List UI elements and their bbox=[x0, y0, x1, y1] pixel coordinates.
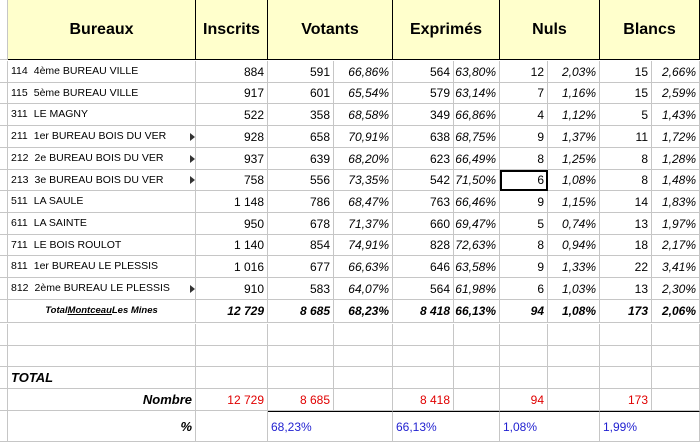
cell-exprimes[interactable]: 349 bbox=[393, 104, 454, 126]
row-margin-cell[interactable] bbox=[0, 213, 8, 235]
empty-cell[interactable] bbox=[548, 389, 600, 411]
cell-nuls-pct[interactable]: 0,94% bbox=[548, 235, 600, 256]
bureau-code: 711 bbox=[11, 238, 28, 251]
row-margin-cell[interactable] bbox=[0, 148, 8, 170]
bureau-name: 2ème BUREAU LE PLESSIS bbox=[34, 282, 170, 295]
row-margin-cell[interactable] bbox=[0, 126, 8, 148]
table-row-bureau[interactable] bbox=[8, 213, 196, 235]
cell-blancs[interactable]: 22 bbox=[600, 256, 652, 278]
empty-cell[interactable] bbox=[196, 324, 268, 346]
cell-exprimes-pct[interactable]: 66,86% bbox=[454, 104, 500, 126]
bureau-code: 114 bbox=[11, 65, 28, 78]
cell-exprimes-pct[interactable]: 63,80% bbox=[454, 61, 500, 83]
cell-blancs[interactable]: 5 bbox=[600, 104, 652, 126]
cell-inscrits[interactable]: 884 bbox=[196, 61, 268, 83]
cell-blancs-pct[interactable]: 1,48% bbox=[652, 170, 700, 191]
row-margin-cell[interactable] bbox=[0, 367, 8, 389]
empty-cell[interactable] bbox=[268, 324, 334, 346]
bureau-code: 211 bbox=[11, 130, 28, 143]
total-nuls-pct[interactable]: 1,08% bbox=[548, 300, 600, 323]
header-votants[interactable]: Votants bbox=[268, 0, 393, 60]
empty-cell[interactable] bbox=[600, 324, 652, 346]
cell-inscrits[interactable]: 950 bbox=[196, 213, 268, 235]
empty-cell[interactable] bbox=[454, 346, 500, 367]
row-margin-cell[interactable] bbox=[0, 61, 8, 83]
row-margin-cell[interactable] bbox=[0, 346, 8, 367]
cell-blancs[interactable]: 18 bbox=[600, 235, 652, 256]
cell-votants-pct[interactable]: 66,63% bbox=[334, 256, 393, 278]
cell-exprimes[interactable]: 542 bbox=[393, 170, 454, 191]
empty-cell[interactable] bbox=[8, 324, 196, 346]
cell-exprimes-pct[interactable]: 68,75% bbox=[454, 126, 500, 148]
summary-pct-exprimes[interactable]: 66,13% bbox=[393, 411, 500, 442]
cell-exprimes-pct[interactable]: 61,98% bbox=[454, 278, 500, 300]
cell-nuls-pct[interactable]: 1,33% bbox=[548, 256, 600, 278]
empty-cell[interactable] bbox=[393, 346, 454, 367]
text-overflow-arrow-icon bbox=[190, 285, 195, 293]
empty-cell[interactable] bbox=[454, 324, 500, 346]
row-margin-cell[interactable] bbox=[0, 170, 8, 191]
bureau-code: 115 bbox=[11, 86, 28, 99]
bureau-name: LA SAINTE bbox=[33, 217, 87, 230]
row-margin-cell[interactable] bbox=[0, 389, 8, 411]
cell-exprimes[interactable]: 638 bbox=[393, 126, 454, 148]
cell-votants-pct[interactable]: 66,86% bbox=[334, 61, 393, 83]
summary-pct-votants[interactable]: 68,23% bbox=[268, 411, 393, 442]
bureau-code: 611 bbox=[11, 217, 28, 230]
summary-pct-nuls[interactable]: 1,08% bbox=[500, 411, 600, 442]
selected-cell-nuls[interactable]: 6 bbox=[500, 170, 548, 191]
cell-blancs[interactable]: 13 bbox=[600, 213, 652, 235]
row-margin-cell[interactable] bbox=[0, 256, 8, 278]
empty-cell[interactable] bbox=[334, 324, 393, 346]
summary-nombre-inscrits[interactable]: 12 729 bbox=[196, 389, 268, 411]
header-exprimes[interactable]: Exprimés bbox=[393, 0, 500, 60]
cell-blancs-pct[interactable]: 2,59% bbox=[652, 83, 700, 104]
cell-inscrits[interactable]: 910 bbox=[196, 278, 268, 300]
empty-cell[interactable] bbox=[454, 389, 500, 411]
bureau-code: 212 bbox=[11, 152, 29, 165]
cell-votants[interactable]: 591 bbox=[268, 61, 334, 83]
text-overflow-arrow-icon bbox=[190, 133, 195, 141]
cell-nuls-pct[interactable]: 1,08% bbox=[548, 170, 600, 191]
empty-cell[interactable] bbox=[393, 367, 454, 389]
summary-nombre-label[interactable]: Nombre bbox=[8, 389, 196, 411]
bureau-code: 213 bbox=[11, 173, 29, 186]
row-margin-cell[interactable] bbox=[0, 300, 8, 323]
cell-nuls[interactable]: 6 bbox=[500, 278, 548, 300]
cell-nuls[interactable]: 5 bbox=[500, 213, 548, 235]
cell-nuls-pct[interactable]: 1,37% bbox=[548, 126, 600, 148]
empty-cell[interactable] bbox=[393, 324, 454, 346]
empty-cell[interactable] bbox=[334, 367, 393, 389]
bureau-name: 2e BUREAU BOIS DU VER bbox=[34, 152, 164, 165]
row-margin-cell[interactable] bbox=[0, 0, 8, 60]
cell-nuls-pct[interactable]: 2,03% bbox=[548, 61, 600, 83]
row-margin-cell[interactable] bbox=[0, 104, 8, 126]
total-exprimes-pct[interactable]: 66,13% bbox=[454, 300, 500, 323]
cell-votants-pct[interactable]: 64,07% bbox=[334, 278, 393, 300]
cell-blancs[interactable]: 13 bbox=[600, 278, 652, 300]
cell-nuls-pct[interactable]: 0,74% bbox=[548, 213, 600, 235]
empty-cell[interactable] bbox=[652, 324, 700, 346]
empty-cell[interactable] bbox=[196, 367, 268, 389]
cell-nuls-pct[interactable]: 1,15% bbox=[548, 191, 600, 213]
cell-blancs[interactable]: 8 bbox=[600, 148, 652, 170]
cell-blancs[interactable]: 15 bbox=[600, 61, 652, 83]
empty-cell[interactable] bbox=[196, 411, 268, 442]
cell-exprimes-pct[interactable]: 63,14% bbox=[454, 83, 500, 104]
cell-exprimes-pct[interactable]: 71,50% bbox=[454, 170, 500, 191]
row-margin-cell[interactable] bbox=[0, 324, 8, 346]
cell-votants-pct[interactable]: 73,35% bbox=[334, 170, 393, 191]
cell-inscrits[interactable]: 937 bbox=[196, 148, 268, 170]
total-exprimes[interactable]: 8 418 bbox=[393, 300, 454, 323]
bureau-name: 4ème BUREAU VILLE bbox=[33, 65, 139, 78]
header-inscrits[interactable]: Inscrits bbox=[196, 0, 268, 60]
cell-exprimes-pct[interactable]: 66,49% bbox=[454, 148, 500, 170]
table-row-bureau[interactable] bbox=[8, 235, 196, 256]
cell-nuls-pct[interactable]: 1,16% bbox=[548, 83, 600, 104]
table-row-bureau[interactable] bbox=[8, 191, 196, 213]
empty-cell[interactable] bbox=[600, 346, 652, 367]
bureau-name: 5ème BUREAU VILLE bbox=[33, 86, 139, 99]
cell-inscrits[interactable]: 522 bbox=[196, 104, 268, 126]
cell-blancs[interactable]: 14 bbox=[600, 191, 652, 213]
cell-votants-pct[interactable]: 68,58% bbox=[334, 104, 393, 126]
empty-cell[interactable] bbox=[652, 346, 700, 367]
bureau-code: 812 bbox=[11, 282, 29, 295]
bureau-name: LA SAULE bbox=[33, 195, 84, 208]
cell-exprimes[interactable]: 564 bbox=[393, 278, 454, 300]
cell-exprimes-pct[interactable]: 69,47% bbox=[454, 213, 500, 235]
cell-votants-pct[interactable]: 70,91% bbox=[334, 126, 393, 148]
cell-exprimes[interactable]: 564 bbox=[393, 61, 454, 83]
cell-blancs[interactable]: 8 bbox=[600, 170, 652, 191]
cell-blancs-pct[interactable]: 1,83% bbox=[652, 191, 700, 213]
cell-votants[interactable]: 601 bbox=[268, 83, 334, 104]
row-margin-cell[interactable] bbox=[0, 411, 8, 442]
text-overflow-arrow-icon bbox=[190, 155, 195, 163]
bureau-code: 511 bbox=[11, 195, 28, 208]
cell-exprimes[interactable]: 646 bbox=[393, 256, 454, 278]
cell-blancs-pct[interactable]: 1,72% bbox=[652, 126, 700, 148]
summary-nombre-exprimes[interactable]: 8 418 bbox=[393, 389, 454, 411]
table-row-bureau[interactable] bbox=[8, 256, 196, 278]
empty-cell[interactable] bbox=[548, 324, 600, 346]
row-margin-cell[interactable] bbox=[0, 278, 8, 300]
table-row-bureau[interactable] bbox=[8, 104, 196, 126]
row-margin-cell[interactable] bbox=[0, 83, 8, 104]
cell-inscrits[interactable]: 1 148 bbox=[196, 191, 268, 213]
empty-cell[interactable] bbox=[196, 346, 268, 367]
cell-nuls-pct[interactable]: 1,12% bbox=[548, 104, 600, 126]
cell-votants-pct[interactable]: 74,91% bbox=[334, 235, 393, 256]
cell-blancs-pct[interactable]: 2,66% bbox=[652, 61, 700, 83]
cell-votants[interactable]: 583 bbox=[268, 278, 334, 300]
table-row-bureau[interactable] bbox=[8, 278, 196, 300]
cell-blancs-pct[interactable]: 1,97% bbox=[652, 213, 700, 235]
cell-blancs-pct[interactable]: 2,30% bbox=[652, 278, 700, 300]
row-margin-cell[interactable] bbox=[0, 235, 8, 256]
bureau-name: 1er BUREAU LE PLESSIS bbox=[33, 260, 159, 273]
cell-votants[interactable]: 677 bbox=[268, 256, 334, 278]
table-row-bureau[interactable] bbox=[8, 61, 196, 83]
header-nuls[interactable]: Nuls bbox=[500, 0, 600, 60]
header-blancs[interactable]: Blancs bbox=[600, 0, 700, 60]
cell-inscrits[interactable]: 917 bbox=[196, 83, 268, 104]
empty-cell[interactable] bbox=[334, 389, 393, 411]
cell-nuls[interactable]: 9 bbox=[500, 191, 548, 213]
table-row-bureau[interactable] bbox=[8, 83, 196, 104]
summary-pct-blancs[interactable]: 1,99% bbox=[600, 411, 700, 442]
cell-blancs-pct[interactable]: 1,43% bbox=[652, 104, 700, 126]
cell-votants[interactable]: 639 bbox=[268, 148, 334, 170]
cell-nuls[interactable]: 9 bbox=[500, 126, 548, 148]
total-votants-pct[interactable]: 68,23% bbox=[334, 300, 393, 323]
empty-cell[interactable] bbox=[500, 346, 548, 367]
cell-inscrits[interactable]: 758 bbox=[196, 170, 268, 191]
empty-cell[interactable] bbox=[548, 346, 600, 367]
table-row-bureau[interactable] bbox=[8, 126, 196, 148]
table-row-bureau[interactable] bbox=[8, 148, 196, 170]
empty-cell[interactable] bbox=[652, 389, 700, 411]
empty-cell[interactable] bbox=[548, 367, 600, 389]
cell-inscrits[interactable]: 1 016 bbox=[196, 256, 268, 278]
summary-nombre-nuls[interactable]: 94 bbox=[500, 389, 548, 411]
cell-votants[interactable]: 658 bbox=[268, 126, 334, 148]
cell-votants[interactable]: 854 bbox=[268, 235, 334, 256]
total-nuls[interactable]: 94 bbox=[500, 300, 548, 323]
total-inscrits[interactable]: 12 729 bbox=[196, 300, 268, 323]
cell-nuls[interactable]: 8 bbox=[500, 235, 548, 256]
cell-inscrits[interactable]: 928 bbox=[196, 126, 268, 148]
summary-pct-label[interactable]: % bbox=[8, 411, 196, 442]
cell-nuls[interactable]: 4 bbox=[500, 104, 548, 126]
cell-blancs-pct[interactable]: 2,17% bbox=[652, 235, 700, 256]
cell-exprimes[interactable]: 763 bbox=[393, 191, 454, 213]
cell-nuls[interactable]: 8 bbox=[500, 148, 548, 170]
bureau-name: 1er BUREAU BOIS DU VER bbox=[33, 130, 167, 143]
cell-exprimes-pct[interactable]: 63,58% bbox=[454, 256, 500, 278]
bureau-code: 811 bbox=[11, 260, 28, 273]
total-blancs[interactable]: 173 bbox=[600, 300, 652, 323]
bureau-name: LE MAGNY bbox=[33, 108, 89, 121]
bureau-name: 3e BUREAU BOIS DU VER bbox=[34, 173, 164, 186]
text-overflow-arrow-icon bbox=[190, 176, 195, 184]
cell-blancs-pct[interactable]: 1,28% bbox=[652, 148, 700, 170]
cell-exprimes[interactable]: 579 bbox=[393, 83, 454, 104]
total-row-label[interactable]: Total Montceau Les Mines bbox=[8, 300, 196, 323]
cell-votants[interactable]: 358 bbox=[268, 104, 334, 126]
empty-cell[interactable] bbox=[8, 346, 196, 367]
cell-blancs[interactable]: 15 bbox=[600, 83, 652, 104]
row-margin-cell[interactable] bbox=[0, 191, 8, 213]
summary-title[interactable]: TOTAL bbox=[8, 367, 196, 389]
cell-votants-pct[interactable]: 68,20% bbox=[334, 148, 393, 170]
empty-cell[interactable] bbox=[652, 367, 700, 389]
cell-nuls[interactable]: 12 bbox=[500, 61, 548, 83]
cell-votants-pct[interactable]: 71,37% bbox=[334, 213, 393, 235]
table-row-bureau[interactable] bbox=[8, 170, 196, 191]
cell-exprimes[interactable]: 623 bbox=[393, 148, 454, 170]
cell-votants[interactable]: 786 bbox=[268, 191, 334, 213]
bureau-name: LE BOIS ROULOT bbox=[33, 238, 122, 251]
cell-nuls-pct[interactable]: 1,25% bbox=[548, 148, 600, 170]
cell-votants-pct[interactable]: 65,54% bbox=[334, 83, 393, 104]
summary-nombre-blancs[interactable]: 173 bbox=[600, 389, 652, 411]
empty-cell[interactable] bbox=[600, 367, 652, 389]
cell-nuls-pct[interactable]: 1,03% bbox=[548, 278, 600, 300]
empty-cell[interactable] bbox=[500, 324, 548, 346]
bureau-code: 311 bbox=[11, 108, 28, 121]
cell-votants[interactable]: 556 bbox=[268, 170, 334, 191]
cell-votants[interactable]: 678 bbox=[268, 213, 334, 235]
cell-blancs-pct[interactable]: 3,41% bbox=[652, 256, 700, 278]
cell-blancs[interactable]: 11 bbox=[600, 126, 652, 148]
empty-cell[interactable] bbox=[268, 367, 334, 389]
empty-cell[interactable] bbox=[334, 346, 393, 367]
empty-cell[interactable] bbox=[500, 367, 548, 389]
header-bureaux[interactable]: Bureaux bbox=[8, 0, 196, 60]
cell-votants-pct[interactable]: 68,47% bbox=[334, 191, 393, 213]
total-blancs-pct[interactable]: 2,06% bbox=[652, 300, 700, 323]
summary-nombre-votants[interactable]: 8 685 bbox=[268, 389, 334, 411]
empty-cell[interactable] bbox=[268, 346, 334, 367]
cell-nuls[interactable]: 7 bbox=[500, 83, 548, 104]
empty-cell[interactable] bbox=[454, 367, 500, 389]
cell-exprimes[interactable]: 660 bbox=[393, 213, 454, 235]
cell-exprimes[interactable]: 828 bbox=[393, 235, 454, 256]
cell-exprimes-pct[interactable]: 72,63% bbox=[454, 235, 500, 256]
cell-nuls[interactable]: 9 bbox=[500, 256, 548, 278]
total-votants[interactable]: 8 685 bbox=[268, 300, 334, 323]
cell-inscrits[interactable]: 1 140 bbox=[196, 235, 268, 256]
cell-exprimes-pct[interactable]: 66,46% bbox=[454, 191, 500, 213]
